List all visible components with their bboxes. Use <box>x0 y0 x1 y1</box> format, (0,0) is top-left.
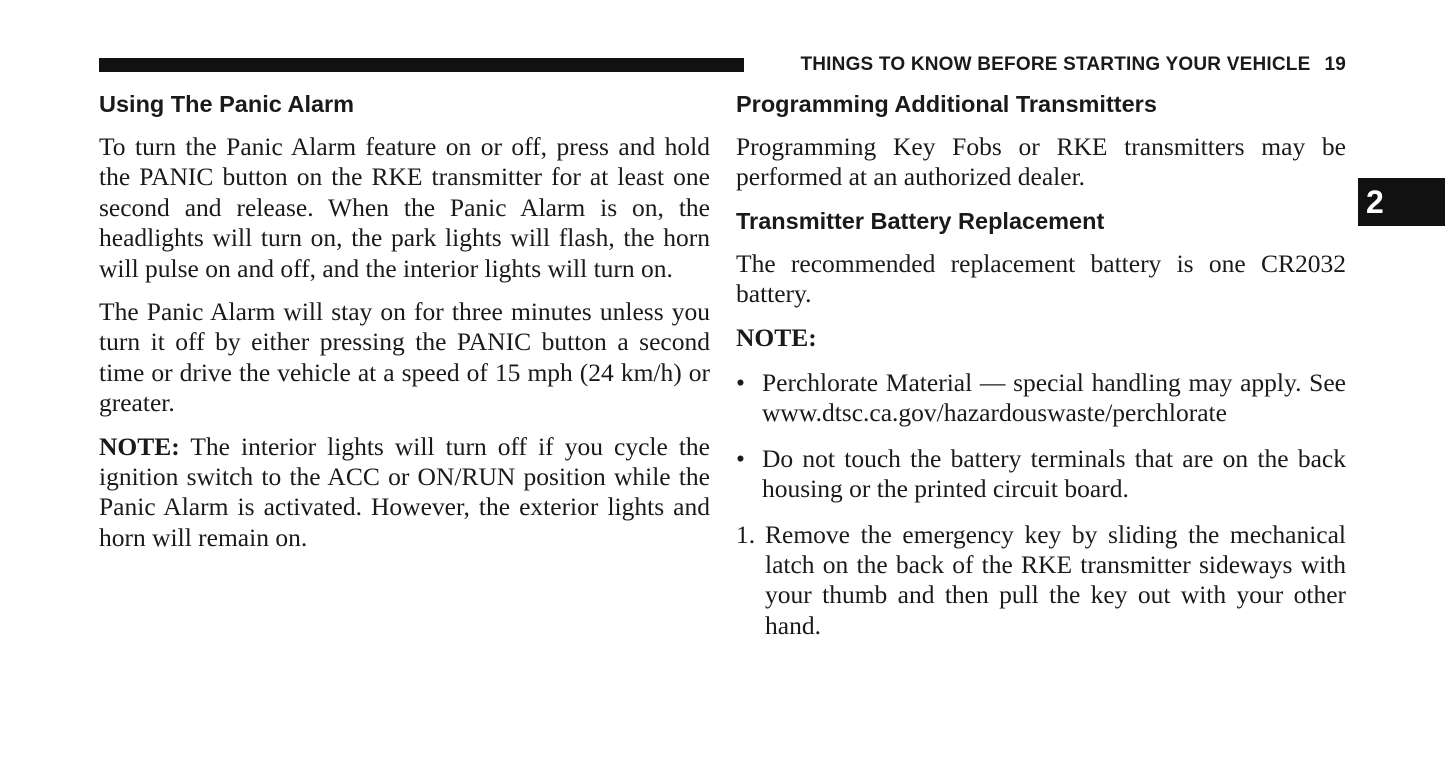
page-number: 19 <box>1324 54 1346 75</box>
note-label: NOTE: <box>99 431 180 461</box>
running-header <box>758 54 1346 76</box>
panic-alarm-paragraph-1: To turn the Panic Alarm feature on or off, press and hold the PANIC button on the RKE transmitter for at least one second and release. When the Panic Alarm is on, the headlights will turn on, the park lights will flash, the horn will pulse on and off, and the interior lights will turn on. <box>99 132 710 283</box>
battery-replacement-paragraph: The recommended replacement battery is one CR2032 battery. <box>736 248 1346 309</box>
list-item <box>736 444 1346 505</box>
bullet-text-perchlorate: Perchlorate Material — special handling may apply. See www.dtsc.ca.gov/hazardouswaste/perchlorate <box>762 368 1346 428</box>
note-text: The interior lights will turn off if you cycle the ignition switch to the ACC or ON/RUN position while the Panic Alarm is activated. However, the exterior lights and horn will remain on. <box>99 431 710 552</box>
header-rule <box>99 58 744 72</box>
running-header-title: THINGS TO KNOW BEFORE STARTING YOUR VEHICLE <box>800 54 1311 75</box>
list-item <box>736 368 1346 429</box>
programming-transmitters-heading: Programming Additional Transmitters <box>736 91 1157 117</box>
step-text: Remove the emergency key by sliding the mechanical latch on the back of the RKE transmitter sideways with your thumb and then pull the key out with your other hand. <box>765 519 1346 640</box>
bullet-marker: • <box>736 368 745 398</box>
programming-transmitters-paragraph: Programming Key Fobs or RKE transmitters may be performed at an authorized dealer. <box>736 132 1346 192</box>
panic-alarm-note <box>99 432 710 554</box>
panic-alarm-paragraph-2: The Panic Alarm will stay on for three minutes unless you turn it off by either pressing the PANIC button a second time or drive the vehicle at a speed of 15 mph (24 km/h) or greater. <box>99 297 710 418</box>
left-column <box>99 88 710 553</box>
bullet-text-terminals: Do not touch the battery terminals that are on the back housing or the printed circuit board. <box>762 443 1346 504</box>
bullet-marker: • <box>736 443 745 473</box>
chapter-tab: 2 <box>1358 178 1445 226</box>
panic-alarm-heading: Using The Panic Alarm <box>99 91 355 117</box>
list-item <box>736 520 1346 642</box>
right-column <box>736 88 1346 641</box>
battery-replacement-heading: Transmitter Battery Replacement <box>736 207 1105 234</box>
battery-note-label: NOTE: <box>736 322 817 352</box>
step-number: 1. <box>736 519 756 549</box>
